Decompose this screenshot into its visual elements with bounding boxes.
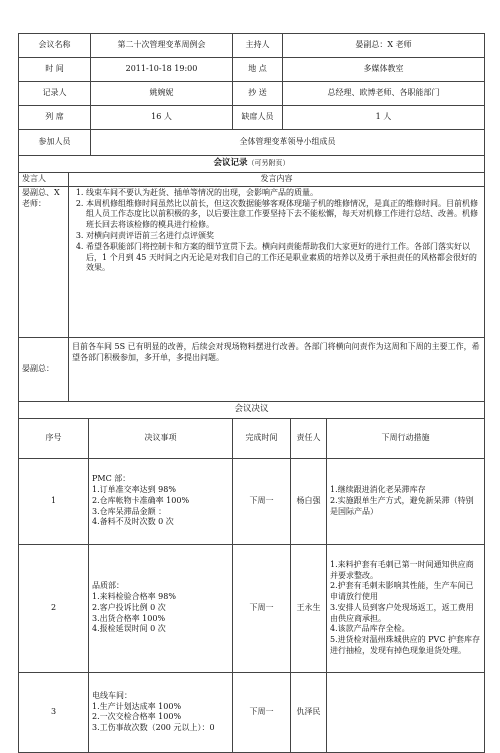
table-row [19, 458, 485, 544]
absent-count: 1 人 [283, 106, 485, 130]
meeting-minutes-document [18, 33, 484, 753]
row-matter: 品质部： 1.来料检验合格率 98% 2.客户投诉比例 0 次 3.出货合格率 100% 4.报检延误时间 0 次 [89, 544, 233, 672]
row-owner: 王永生 [291, 544, 327, 672]
row-actions [327, 672, 485, 752]
host: 晏副总：X 老师 [283, 34, 485, 58]
col-due: 完成时间 [233, 418, 291, 458]
minutes-title-note: （可另附页） [247, 159, 290, 168]
minutes-item: 2. 本周机修组维修时间虽然比以前长，但这次数据能够客观体现瑞子机的维修情况，是真正的维修时间。目前机修组人员工作态度比以前积极的多，以后要注意工作要坚持下去不能松懈，每天对机修工作进行总结、改善。机修班长回去将该检修的模具进行检修。 [86, 199, 481, 231]
row-actions: 1.继续跟进消化老呆滞库存 2.实施跟单生产方式，避免新呆滞（特别是国际产品） [327, 458, 485, 544]
col-no: 序号 [19, 418, 89, 458]
cc: 总经理、欧博老师、各职能部门 [283, 82, 485, 106]
time-label: 时 间 [19, 58, 91, 82]
attend-count: 16 人 [91, 106, 233, 130]
row-actions: 1.来料护套有毛刺已第一时间通知供应商并要求整改。 2.护套有毛刺未影响其性能，生产车间已申请放行使用 3.安排人员到客户处现场返工，返工费用由供应商承担。 4.该款产品库存全检。 5.进货检对温州珠城供应的 PVC 护套库存进行抽检，发现有掉色现象退货处理。 [327, 544, 485, 672]
col-owner: 责任人 [291, 418, 327, 458]
meeting-name: 第二十次管理变革周例会 [91, 34, 233, 58]
minutes-item: 1. 线束车间不要认为赶货、插单等情况的出现，会影响产品的质量。 [86, 188, 481, 199]
speaker-2: 晏副总： [19, 337, 69, 401]
participants-label: 参加人员 [19, 130, 91, 156]
table-row [19, 544, 485, 672]
row-due: 下周一 [233, 458, 291, 544]
place-label: 地 点 [233, 58, 283, 82]
row-due: 下周一 [233, 672, 291, 752]
content-col-header: 发言内容 [69, 173, 485, 187]
meeting-time: 2011-10-18 19:00 [91, 58, 233, 82]
col-matter: 决议事项 [89, 418, 233, 458]
speaker-1-content [69, 186, 485, 337]
row-owner: 杨白强 [291, 458, 327, 544]
speaker-col-header: 发言人 [19, 173, 69, 187]
resolution-title: 会议决议 [19, 401, 485, 418]
row-no: 2 [19, 544, 89, 672]
meeting-info-table [18, 33, 485, 156]
minutes-item: 4. 希望各职能部门将控制卡和方案的细节宣贯下去。横向问责能帮助我们大家更好的进行工作。各部门落实好以后，1 个月到 45 天时间之内无论是对我们自己的工作还是职业素质的培养以及勇于承担责任的风格都会很好的效果。 [86, 242, 481, 274]
col-actions: 下周行动措施 [327, 418, 485, 458]
speaker-2-content: 目前各车间 5S 已有明显的改善，后续会对现场物料摆进行改善。各部门将横向问责作为这周和下周的主要工作，希望各部门积极参加，多开单，多提出问题。 [69, 337, 485, 401]
row-matter: PMC 部： 1.订单准交率达到 98% 2.仓库帐物卡准确率 100% 3.仓库呆滞品金额 ： 4.备料不及时次数 0 次 [89, 458, 233, 544]
participants: 全体管理变革领导小组成员 [91, 130, 485, 156]
recorder: 姚婉妮 [91, 82, 233, 106]
speaker-1: 晏副总、X 老师： [19, 186, 69, 337]
minutes-item: 3. 对横向问责评语前三名进行点评颁奖 [86, 231, 481, 242]
row-no: 3 [19, 672, 89, 752]
absent-label: 缺席人员 [233, 106, 283, 130]
row-owner: 仇泽民 [291, 672, 327, 752]
table-row [19, 672, 485, 752]
row-matter: 电线车间： 1.生产计划达成率 100% 2.一次交检合格率 100% 3.工伤事故次数（200 元以上）：0 [89, 672, 233, 752]
meeting-name-label: 会议名称 [19, 34, 91, 58]
row-no: 1 [19, 458, 89, 544]
attend-label: 列 席 [19, 106, 91, 130]
row-due: 下周一 [233, 544, 291, 672]
meeting-place: 多媒体教室 [283, 58, 485, 82]
resolution-table [18, 401, 485, 753]
minutes-title: 会议记录 [213, 158, 248, 169]
cc-label: 抄 送 [233, 82, 283, 106]
minutes-title-cell [19, 156, 485, 173]
minutes-table [18, 155, 485, 402]
recorder-label: 记录人 [19, 82, 91, 106]
host-label: 主持人 [233, 34, 283, 58]
